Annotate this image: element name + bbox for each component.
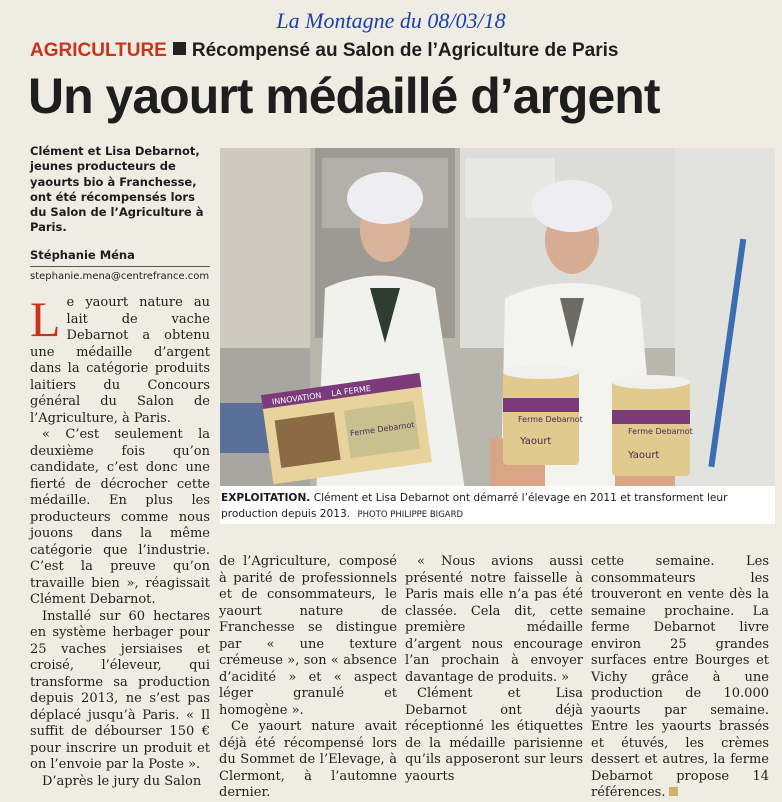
paragraph [591, 554, 769, 802]
section-label: AGRICULTURE [30, 40, 167, 61]
paragraph: Clément et Lisa Debarnot ont déjà réceptionné les étiquettes de la médaille parisienne qu’ils apposeront sur leurs yaourts [405, 686, 583, 784]
body-column-1 [30, 291, 210, 790]
paragraph-text: cette semaine. Les consommateurs les trouveront en vente dès la semaine prochaine. La ferme Debarnot livre environ 25 grandes surfaces entre Bourges et Vichy grâce à une production de 10.000 yaourts par semaine. Entre les yaourts brassés et étuvés, les crèmes dessert et autres, la ferme Debarnot propose 14 références. [591, 554, 769, 800]
drop-cap: L [30, 291, 61, 347]
end-of-article-mark-icon [669, 787, 678, 796]
paragraph: « Nous avions aussi présenté notre faisselle à Paris mais elle n’a pas été classée. Cela dit, cette première médaille d’argent nous encourage l’an prochain à envoyer davantage de produits. » [405, 554, 583, 685]
paragraph: « C’est seulement la deuxième fois qu’on candidate, c’est donc une fierté de décrocher cette médaille. En plus les producteurs comme nous jouons dans la même catégorie que l’industrie. C’est la preuve qu’on travaille bien », réagissait Clément Debarnot. [30, 427, 210, 607]
yaourt-1-type: Yaourt [520, 436, 552, 447]
newspaper-source-title: La Montagne du 08/03/18 [276, 8, 506, 33]
headline: Un yaourt médaillé d’argent [28, 68, 660, 124]
kicker-subtitle: Récompensé au Salon de l’Agriculture de Paris [191, 40, 619, 61]
body-column-3 [405, 554, 583, 785]
caption-text: Clément et Lisa Debarnot ont démarré l’élevage en 2011 et transforment leur production depuis 2013. [221, 492, 728, 520]
paragraph-text: e yaourt nature au lait de vache Debarnot a obtenu une médaille d’argent dans la catégorie produits laitiers du Concours général du Salon de l’Agriculture, à Paris. [30, 295, 210, 426]
author-divider [30, 266, 210, 267]
body-column-2 [219, 554, 397, 802]
paragraph: Installé sur 60 hectares en système herbager pour 25 vaches jersiaises et croisé, l’éleveur, qui transforme sa production depuis 2013, ne s’est pas déplacé jusqu’à Paris. « Il suffit de débourser 150 € pour inscrire un produit et on l’envoie par la Poste ». [30, 608, 210, 772]
photo-credit: PHOTO PHILIPPE BIGARD [357, 509, 464, 520]
paragraph: de l’Agriculture, composé à parité de professionnels et de consommateurs, le yaourt nature de Franchesse se distingue par « une texture crémeuse », son « absence d’acidité » et « aspect léger granulé et homogène ». [219, 554, 397, 718]
author-email: stephanie.mena@centrefrance.com [30, 271, 210, 282]
caption-label: EXPLOITATION. [221, 492, 311, 504]
paragraph: Ce yaourt nature avait déjà été récompensé lors du Sommet de l’Elevage, à Clermont, à l’automne dernier. [219, 719, 397, 800]
box-label-brand: LA FERME [330, 383, 372, 399]
yaourt-2-type: Yaourt [628, 450, 660, 461]
kicker-square-icon [173, 42, 186, 55]
body-column-4 [591, 554, 769, 802]
intro-text: Clément et Lisa Debarnot, jeunes producteurs de yaourts bio à Franchesse, ont été récompensés lors du Salon de l’Agriculture à Paris. [30, 144, 204, 235]
article-kicker [30, 40, 618, 62]
paragraph: D’après le jury du Salon [42, 773, 202, 789]
box-product-name: Ferme Debarnot [349, 420, 415, 439]
box-label-top: INNOVATION [271, 390, 323, 407]
article-photo [220, 148, 775, 524]
yaourt-2-brand: Ferme Debarnot [628, 427, 693, 436]
paragraph [30, 291, 210, 427]
author-name: Stéphanie Ména [30, 248, 135, 262]
photo-caption [221, 491, 769, 523]
yaourt-1-brand: Ferme Debarnot [518, 415, 583, 424]
